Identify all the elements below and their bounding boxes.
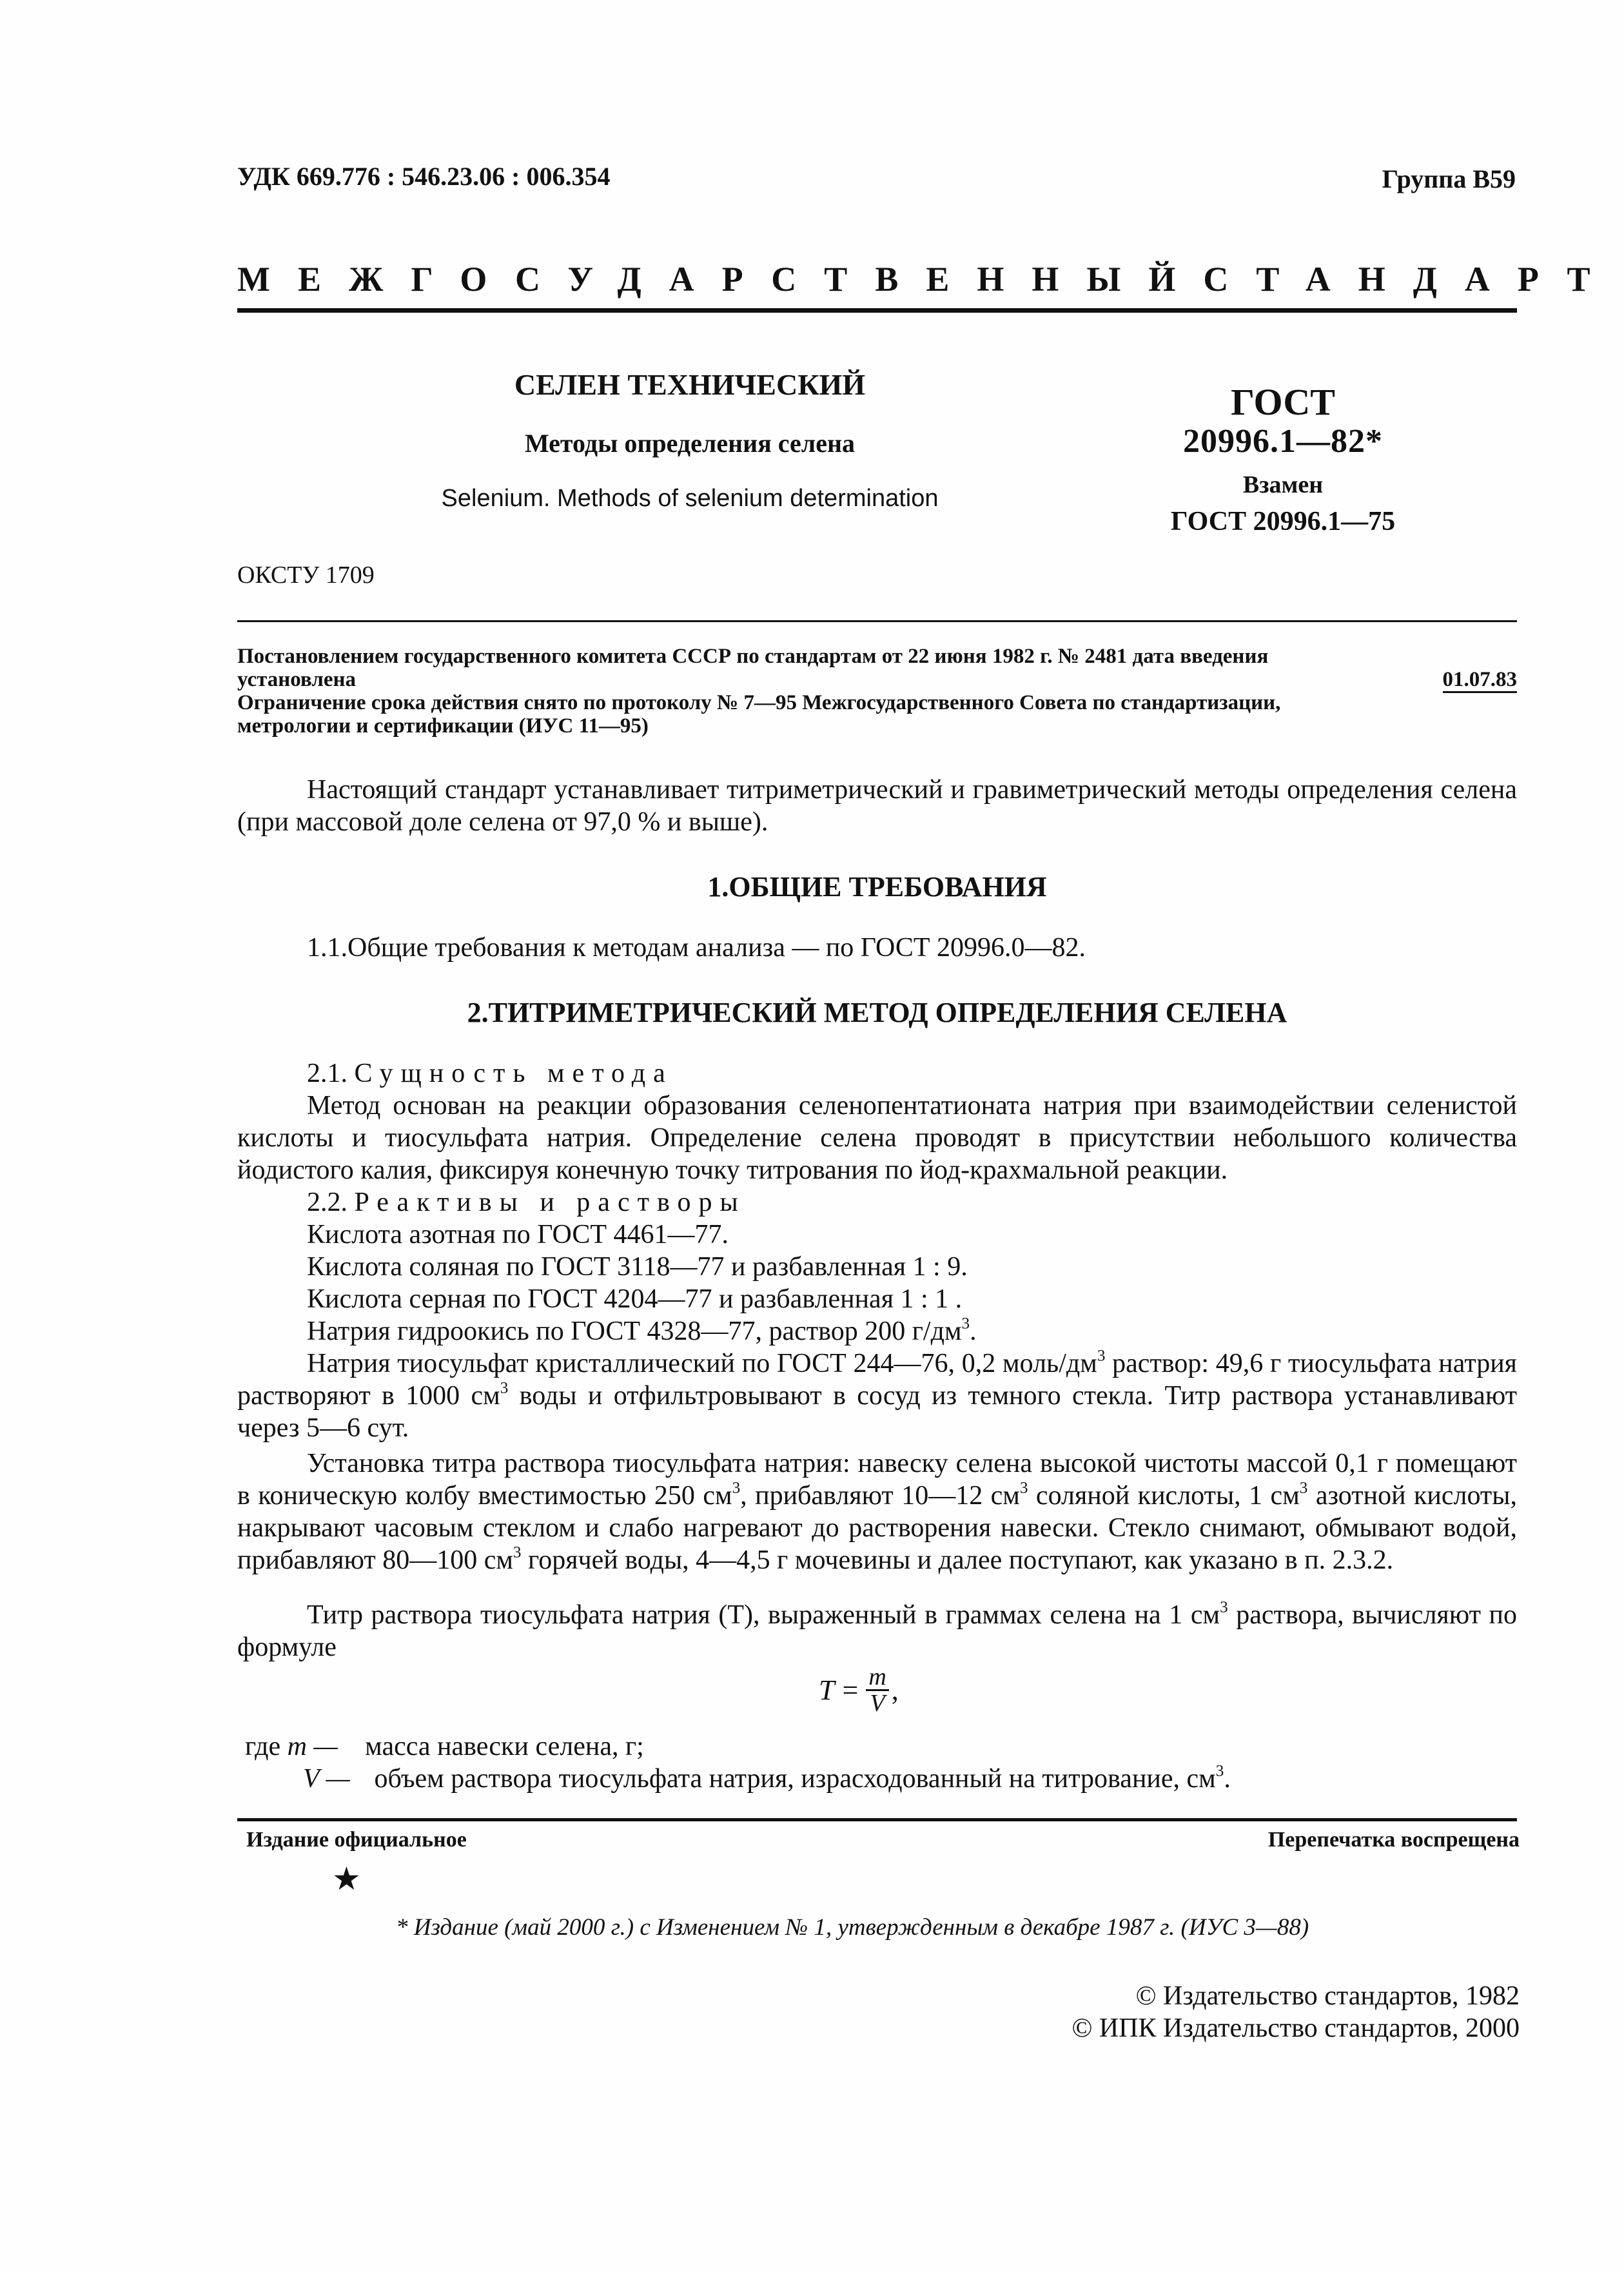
intro-paragraph: Настоящий стандарт устанавливает титриметрический и гравиметрический методы определения селена (при массовой доле селена от 97,0 % и выше). <box>237 775 1517 837</box>
where-m-text: масса навески селена, г; <box>365 1732 644 1761</box>
udk-code: УДК 669.776 : 546.23.06 : 006.354 <box>237 162 611 191</box>
english-title: Selenium. Methods of selenium determination <box>441 485 939 512</box>
decree-line-3: Ограничение срока действия снято по протоколу № 7—95 Межгосударственного Совета по стандартизации, <box>237 691 1281 714</box>
clause-2-2-title <box>237 1186 1517 1219</box>
reagent-nitric-acid: Кислота азотная по ГОСТ 4461—77. <box>307 1220 729 1249</box>
where-v: V — объем раствора тиосульфата натрия, израсходованный на титрование, $см^3$. <box>303 1762 1231 1794</box>
star-icon: ★ <box>332 1861 361 1897</box>
reagent-sodium-hydroxide: Натрия гидроокись по ГОСТ 4328—77, раствор 200 $г/дм^3$. <box>307 1315 977 1346</box>
group-code: Группа В59 <box>1382 164 1516 193</box>
where-v-text: объем раствора тиосульфата натрия, израсходованный на титрование, см <box>374 1764 1216 1794</box>
decree-established: установлена <box>237 668 356 691</box>
clause-2-1-text: Метод основан на реакции образования селенопентатионата натрия при взаимодействии селенистой кислоты и тиосульфата натрия. Определение селена проводят в присутствии небольшого количества йодистого калия, фиксируя конечную точку титрования по йод-крахмальной реакции. <box>237 1091 1517 1185</box>
official-edition: Издание официальное <box>246 1828 467 1852</box>
replaces-label: Взамен <box>1242 471 1324 498</box>
section-1-heading: 1.ОБЩИЕ ТРЕБОВАНИЯ <box>707 871 1047 903</box>
decree-line-4: метрологии и сертификации (ИУС 11—95) <box>237 714 649 738</box>
standard-banner <box>237 259 1618 299</box>
clause-2-2-number: 2.2. <box>307 1188 347 1217</box>
header-rule <box>237 308 1517 313</box>
gost-number: 20996.1—82* <box>1183 423 1383 460</box>
banner-left: МЕЖГОСУДАРСТВЕННЫЙ <box>237 260 1204 299</box>
where-m-symbol: m — <box>287 1732 338 1761</box>
where-m: где m — масса навески селена, г; <box>245 1732 644 1761</box>
section-2-heading: 2.ТИТРИМЕТРИЧЕСКИЙ МЕТОД ОПРЕДЕЛЕНИЯ СЕЛЕНА <box>467 997 1287 1028</box>
formula-equals: = <box>842 1674 859 1706</box>
titer-procedure: Установка титра раствора тиосульфата натрия: навеску селена высокой чистоты массой 0,1 г помещают в коническую колбу вместимостью 250 $см^3$, прибавляют 10—12 $см^3$ соляной кислоты, 1 $см^3$ азотной кислоты, накрывают часовым стеклом и слабо нагревают до растворения навески. Стекло снимают, обмывают водой, прибавляют 80—100 $см^3$ горячей воды, 4—4,5 г мочевины и далее поступают, как указано в п. 2.3.2. <box>237 1449 1517 1575</box>
formula-comma: , <box>891 1674 899 1706</box>
effective-date: 01.07.83 <box>1443 668 1518 693</box>
reagent-sulfuric-acid: Кислота серная по ГОСТ 4204—77 и разбавленная 1 : 1 . <box>307 1284 963 1314</box>
banner-right: СТАНДАРТ <box>1203 260 1618 299</box>
where-v-symbol: V — <box>303 1764 350 1794</box>
footer-rule <box>237 1818 1517 1821</box>
document-title: СЕЛЕН ТЕХНИЧЕСКИЙ <box>514 368 866 401</box>
clause-2-1-number: 2.1. <box>307 1059 347 1088</box>
copyright-2000: © ИПК Издательство стандартов, 2000 <box>1071 2013 1520 2043</box>
titer-formula-intro: Титр раствора тиосульфата натрия (Т), выраженный в граммах селена на 1 $см^3$ раствора, вычисляют по формуле <box>237 1598 1517 1662</box>
reagent-sodium-thiosulfate: Натрия тиосульфат кристаллический по ГОСТ 244—76, 0,2 моль/$дм^3$ раствор: 49,6 г тиосульфата натрия растворяют в 1000 $см^3$ воды и отфильтровывают в сосуд из темного стекла. Титр раствора устанавливают через 5—6 сут. <box>237 1347 1518 1443</box>
copyright-1982: © Издательство стандартов, 1982 <box>1135 1981 1520 2011</box>
decree-line-1: Постановлением государственного комитета СССР по стандартам от 22 июня 1982 г. № 2481 дата введения <box>237 645 1269 668</box>
formula-fraction <box>866 1665 888 1716</box>
okstu-code: ОКСТУ 1709 <box>237 562 375 589</box>
clause-2-2-heading: Реактивы и растворы <box>354 1188 746 1217</box>
document-subtitle: Методы определения селена <box>524 429 856 458</box>
formula-denominator: V <box>870 1690 885 1717</box>
edition-note: * Издание (май 2000 г.) с Изменением № 1, утвержденным в декабре 1987 г. (ИУС 3—88) <box>396 1914 1309 1941</box>
decree-line-2 <box>237 668 1517 693</box>
section-1-1: 1.1.Общие требования к методам анализа — по ГОСТ 20996.0—82. <box>307 933 1086 963</box>
formula-lhs: T <box>819 1674 835 1706</box>
replaced-gost: ГОСТ 20996.1—75 <box>1170 507 1396 536</box>
formula-numerator: m <box>866 1665 888 1691</box>
titer-formula <box>819 1665 899 1716</box>
reagent-hydrochloric-acid: Кислота соляная по ГОСТ 3118—77 и разбавленная 1 : 9. <box>307 1252 968 1282</box>
clause-2-1-heading: Сущность метода <box>354 1059 673 1088</box>
reprint-prohibited: Перепечатка воспрещена <box>1267 1828 1520 1852</box>
gost-label: ГОСТ <box>1231 381 1335 423</box>
title-rule <box>237 620 1517 622</box>
clause-2-1-title <box>237 1057 1517 1090</box>
